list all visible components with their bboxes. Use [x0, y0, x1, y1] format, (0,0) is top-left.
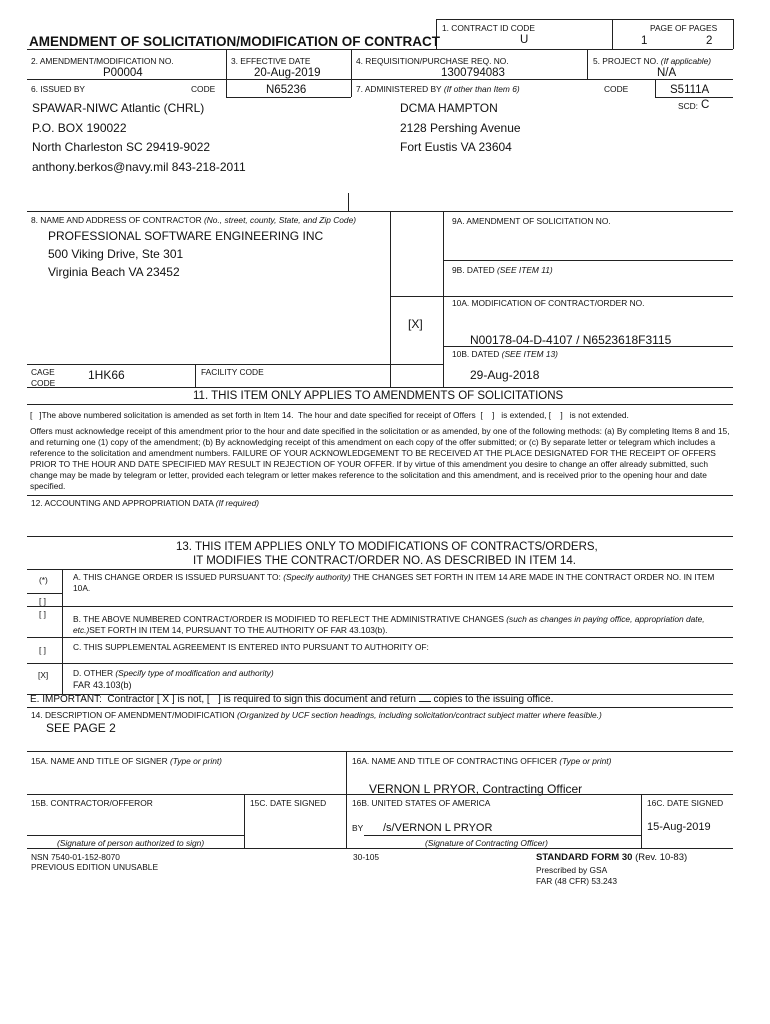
- contractor-street: 500 Viking Drive, Ste 301: [48, 247, 184, 261]
- box10b-value: 29-Aug-2018: [470, 368, 540, 382]
- scd-label: SCD:: [678, 101, 699, 111]
- item13b-text2: SET FORTH IN ITEM 14, PURSUANT TO THE AUTHORITY OF FAR 43.103(b).: [89, 625, 388, 635]
- rule: [27, 569, 733, 570]
- far-citation: FAR (48 CFR) 53.243: [536, 876, 617, 886]
- rule: [655, 97, 733, 98]
- item13-heading: IT MODIFIES THE CONTRACT/ORDER NO. AS DESCRIBED IN ITEM 14.: [193, 555, 576, 567]
- amendment-label: 2. AMENDMENT/MODIFICATION NO.: [31, 56, 174, 66]
- by-label: BY: [352, 823, 364, 833]
- pages-total: 2: [706, 35, 713, 47]
- administered-by-label: [356, 84, 520, 94]
- accounting-text: 12. ACCOUNTING AND APPROPRIATION DATA: [31, 498, 214, 508]
- rule: [27, 387, 733, 388]
- rule: [27, 663, 733, 664]
- rule: [244, 794, 245, 848]
- important-text-b: copies to the issuing office.: [430, 694, 554, 705]
- important-text-a: E. IMPORTANT: Contractor [ X ] is not, [ ] is required to sign this document and return: [30, 694, 419, 705]
- modification-no-label: 10A. MODIFICATION OF CONTRACT/ORDER NO.: [452, 298, 645, 308]
- item13b-check[interactable]: [ ]: [39, 609, 46, 619]
- officer-name: VERNON L PRYOR, Contracting Officer: [369, 782, 583, 796]
- item13a-check[interactable]: (*): [39, 575, 48, 585]
- administered-by-note: (If other than Item 6): [443, 84, 520, 94]
- form-number: 30-105: [353, 852, 380, 862]
- contractor-label-note: (No., street, county, State, and Zip Code): [203, 215, 357, 225]
- page-title: AMENDMENT OF SOLICITATION/MODIFICATION OF CONTRACT: [29, 34, 440, 49]
- rule: [27, 79, 733, 80]
- effective-date-value: 20-Aug-2019: [254, 67, 321, 79]
- admin-line: DCMA HAMPTON: [400, 101, 498, 115]
- solicitation-no-label: 9A. AMENDMENT OF SOLICITATION NO.: [452, 216, 611, 226]
- rule: [348, 193, 349, 211]
- item11-line1: [ ]The above numbered solicitation is amended as set forth in Item 14. The hour and date specified for receipt of Offers [ ] is extended, [ ] is not extended.: [30, 410, 629, 420]
- requisition-label: 4. REQUISITION/PURCHASE REQ. NO.: [356, 56, 509, 66]
- item13a-text1: A. THIS CHANGE ORDER IS ISSUED PURSUANT TO:: [73, 572, 281, 582]
- admin-code-value: S5111A: [670, 84, 710, 96]
- item11-heading: 11. THIS ITEM ONLY APPLIES TO AMENDMENTS OF SOLICITATIONS: [193, 390, 564, 402]
- officer-signature: /s/VERNON L PRYOR: [383, 822, 493, 834]
- officer-label-text: 16A. NAME AND TITLE OF CONTRACTING OFFICER: [352, 756, 558, 766]
- accounting-label: [31, 498, 259, 508]
- item14-text: 14. DESCRIPTION OF AMENDMENT/MODIFICATION: [31, 710, 235, 720]
- rule: [27, 211, 733, 212]
- item14-label: [31, 710, 602, 720]
- rule: [27, 637, 733, 638]
- item13d-value: FAR 43.103(b): [73, 680, 132, 690]
- rule: [27, 835, 244, 836]
- rule: [443, 211, 444, 387]
- issuer-line: North Charleston SC 29419-9022: [32, 140, 211, 154]
- signature-caption: (Signature of Contracting Officer): [425, 838, 548, 848]
- signer-label: [31, 756, 222, 766]
- item13d-text: [73, 668, 274, 678]
- rule: [655, 79, 656, 97]
- cage-label: CAGE: [31, 367, 55, 377]
- rule: [443, 260, 733, 261]
- rule: [27, 848, 733, 849]
- requisition-value: 1300794083: [441, 67, 505, 79]
- item13-heading: 13. THIS ITEM APPLIES ONLY TO MODIFICATIONS OF CONTRACTS/ORDERS,: [176, 541, 598, 553]
- cage-label: CODE: [31, 378, 56, 388]
- box10-check[interactable]: [X]: [408, 317, 423, 331]
- box10b-label: [452, 349, 558, 359]
- rule: [443, 346, 733, 347]
- contractor-offeror-label: 15B. CONTRACTOR/OFFEROR: [31, 798, 153, 808]
- item13c-check[interactable]: [ ]: [39, 645, 46, 655]
- rule: [27, 593, 62, 594]
- signer-label-text: 15A. NAME AND TITLE OF SIGNER: [31, 756, 168, 766]
- item13d-check[interactable]: [X]: [38, 670, 49, 680]
- admin-line: Fort Eustis VA 23604: [400, 140, 512, 154]
- item13a-note: (Specify authority): [283, 572, 351, 582]
- item13a-text2: THE CHANGES SET FORTH IN ITEM 14 ARE MADE IN THE CONTRACT ORDER NO. IN ITEM 10A.: [73, 572, 715, 593]
- admin-line: 2128 Pershing Avenue: [400, 121, 521, 135]
- contract-id-value: U: [520, 34, 529, 46]
- date-signed: 15-Aug-2019: [647, 821, 711, 833]
- item13c-text: C. THIS SUPPLEMENTAL AGREEMENT IS ENTERED INTO PURSUANT TO AUTHORITY OF:: [73, 642, 429, 652]
- issuer-line: P.O. BOX 190022: [32, 121, 127, 135]
- rule: [27, 606, 733, 607]
- usa-label: 16B. UNITED STATES OF AMERICA: [352, 798, 491, 808]
- item11-paragraph: Offers must acknowledge receipt of this amendment prior to the hour and date specified in the solicitation or as amended, by one of the following methods: (a) By completing Items 8 and 15, and returning one (1) copy of the amendment; (b) By acknowledging receipt of this amendment on each copy of the offer submitted; or (c) By separate letter or telegram which includes a reference to the solicitation and amendment numbers. FAILURE OF YOUR ACKNOWLEDGEMENT TO BE RECEIVED AT THE PLACE DESIGNATED FOR THE RECEIPT OF OFFERS PRIOR TO THE HOUR AND DATE SPECIFIED MAY RESULT IN REJECTION OF YOUR OFFER. If by virtue of this amendment you desire to change an offer already submitted, such change may be made by telegram or letter, provided each telegram or letter makes reference to the solicitation and this amendment, and is received prior to the opening hour and date specified.: [30, 426, 730, 491]
- standard-form-name: STANDARD FORM 30: [536, 852, 633, 863]
- contractor-city: Virginia Beach VA 23452: [48, 265, 180, 279]
- project-label: [593, 56, 711, 66]
- signer-label-note: (Type or print): [170, 756, 222, 766]
- rule: [27, 707, 733, 708]
- contractor-label-text: 8. NAME AND ADDRESS OF CONTRACTOR: [31, 215, 202, 225]
- amendment-value: P00004: [103, 67, 143, 79]
- rule: [733, 19, 734, 49]
- standard-form-rev: (Rev. 10-83): [635, 852, 688, 863]
- cage-value: 1HK66: [88, 368, 125, 382]
- project-value: N/A: [657, 67, 677, 79]
- scd-value: C: [701, 99, 710, 111]
- officer-date-label: 16C. DATE SIGNED: [647, 798, 724, 808]
- item13b-note: (such as changes in paying office, appropriation date, etc.): [73, 614, 705, 635]
- nsn-label: NSN 7540-01-152-8070: [31, 852, 120, 862]
- project-label-note: (If applicable): [660, 56, 712, 66]
- box9b-text: 9B. DATED: [452, 265, 495, 275]
- box10b-text: 10B. DATED: [452, 349, 500, 359]
- contract-id-label: 1. CONTRACT ID CODE: [442, 23, 535, 33]
- contractor-label: [31, 215, 356, 225]
- item13b-text1: B. THE ABOVE NUMBERED CONTRACT/ORDER IS MODIFIED TO REFLECT THE ADMINISTRATIVE CHANGES: [73, 614, 504, 624]
- facility-code-label: FACILITY CODE: [201, 367, 264, 377]
- contractor-name: PROFESSIONAL SOFTWARE ENGINEERING INC: [48, 229, 324, 243]
- contractor-date-label: 15C. DATE SIGNED: [250, 798, 327, 808]
- accounting-note: (If required): [215, 498, 260, 508]
- rule: [195, 364, 196, 387]
- item13d-text1: D. OTHER: [73, 668, 114, 678]
- rule: [364, 835, 641, 836]
- issuer-line: SPAWAR-NIWC Atlantic (CHRL): [32, 101, 205, 115]
- officer-label-note: (Type or print): [559, 756, 612, 766]
- rule: [27, 404, 733, 405]
- item14-note: (Organized by UCF section headings, including solicitation/contract subject matter where feasible.): [236, 710, 602, 720]
- item13a-text: [73, 572, 733, 594]
- rule: [390, 296, 733, 297]
- rule: [226, 49, 227, 97]
- item13b-text: [73, 614, 733, 636]
- issued-code-value: N65236: [266, 84, 307, 96]
- rule: [436, 19, 733, 20]
- rule: [390, 211, 391, 387]
- rule: [27, 364, 443, 365]
- signature-caption: (Signature of person authorized to sign): [57, 838, 205, 848]
- rule: [351, 49, 352, 97]
- important-line: [30, 694, 553, 705]
- rule: [612, 19, 613, 49]
- rule: [587, 49, 588, 79]
- item13-blank-check[interactable]: [ ]: [39, 596, 46, 606]
- previous-edition-label: PREVIOUS EDITION UNUSABLE: [31, 862, 159, 872]
- issued-by-label: 6. ISSUED BY: [31, 84, 85, 94]
- box10b-note: (SEE ITEM 13): [501, 349, 558, 359]
- rule: [27, 536, 733, 537]
- rule: [641, 794, 642, 848]
- prescribed-by: Prescribed by GSA: [536, 865, 608, 875]
- page-of-pages-label: PAGE OF PAGES: [650, 23, 718, 33]
- admin-code-label: CODE: [604, 84, 629, 94]
- copies-blank[interactable]: [419, 701, 431, 702]
- box9b-note: (SEE ITEM 11): [497, 265, 553, 275]
- administered-by-text: 7. ADMINISTERED BY: [356, 84, 442, 94]
- box9b-label: [452, 265, 553, 275]
- modification-no-value: N00178-04-D-4107 / N6523618F3115: [470, 333, 672, 347]
- rule: [346, 751, 347, 848]
- issued-code-label: CODE: [191, 84, 216, 94]
- officer-label: [352, 756, 611, 766]
- rule: [27, 495, 733, 496]
- rule: [27, 49, 733, 50]
- rule: [226, 97, 351, 98]
- item14-value: SEE PAGE 2: [46, 721, 116, 735]
- rule: [27, 751, 733, 752]
- rule: [27, 794, 733, 795]
- issuer-line: anthony.berkos@navy.mil 843-218-2011: [32, 160, 246, 174]
- page-number: 1: [641, 35, 648, 47]
- project-label-text: 5. PROJECT NO.: [593, 56, 659, 66]
- effective-date-label: 3. EFFECTIVE DATE: [231, 56, 311, 66]
- standard-form-label: [536, 852, 687, 863]
- rule: [62, 569, 63, 694]
- item13d-note: (Specify type of modification and authority): [115, 668, 274, 678]
